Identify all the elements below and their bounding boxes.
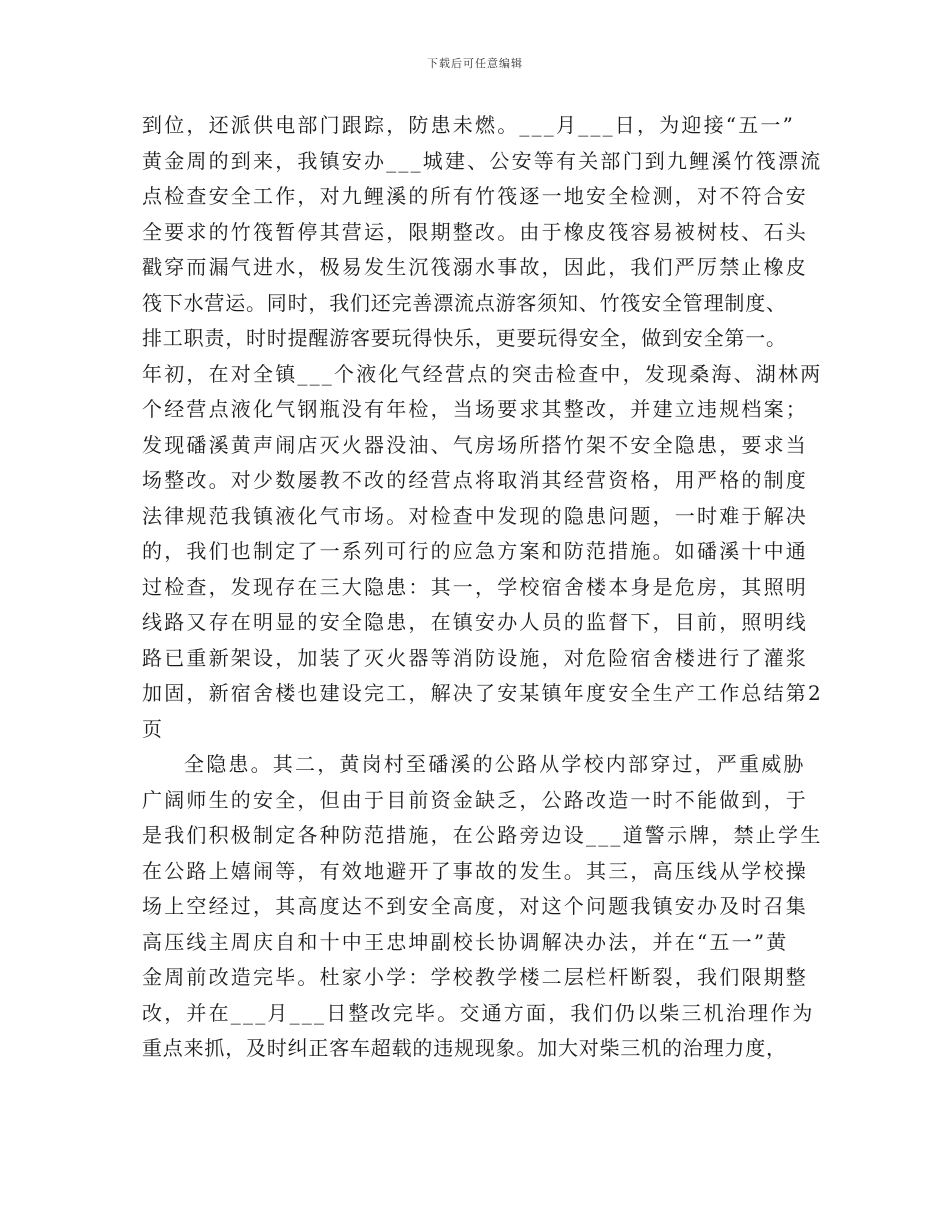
text-line: 过检查，发现存在三大隐患：其一，学校宿舍楼本身是危房，其照明	[142, 574, 808, 599]
text-line: 路已重新架设，加装了灭火器等消防设施，对危险宿舍楼进行了灌浆	[142, 645, 808, 670]
text-line: 线路又存在明显的安全隐患，在镇安办人员的监督下，目前，照明线	[142, 610, 808, 634]
text-line: 年初，在对全镇___个液化气经营点的突击检查中，发现桑海、湖林两	[142, 361, 823, 386]
text-line: 金周前改造完毕。杜家小学：学校教学楼二层栏杆断裂，我们限期整	[142, 965, 808, 989]
text-line: 场上空经过，其高度达不到安全高度，对这个问题我镇安办及时召集	[142, 894, 808, 918]
text-line: 全要求的竹筏暂停其营运，限期整改。由于橡皮筏容易被树枝、石头	[142, 219, 808, 244]
text-line: 排工职责，时时提醒游客要玩得快乐，更要玩得安全，做到安全第一。	[142, 326, 787, 350]
document-body	[142, 108, 822, 1067]
text-line: 到位，还派供电部门跟踪，防患未燃。___月___日，为迎接“五一”	[142, 113, 796, 137]
text-line: 点检查安全工作，对九鲤溪的所有竹筏逐一地安全检测，对不符合安	[142, 184, 808, 208]
text-line: 黄金周的到来，我镇安办___城建、公安等有关部门到九鲤溪竹筏漂流	[142, 148, 823, 173]
text-line: 改，并在___月___日整改完毕。交通方面，我们仍以柴三机治理作为	[142, 1000, 815, 1025]
text-line: 重点来抓，及时纠正客车超载的违规现象。加大对柴三机的治理力度，	[142, 1036, 787, 1060]
text-line: 个经营点液化气钢瓶没有年检，当场要求其整改，并建立违规档案；	[142, 397, 808, 421]
paragraph-first-line: 全隐患。其二，黄岗村至磻溪的公路从学校内部穿过，严重威胁	[184, 752, 806, 776]
text-line: 广阔师生的安全，但由于目前资金缺乏，公路改造一时不能做到，于	[142, 787, 808, 812]
text-line: 在公路上嬉闹等，有效地避开了事故的发生。其三，高压线从学校操	[142, 858, 808, 883]
text-line: 场整改。对少数屡教不改的经营点将取消其经营资格，用严格的制度	[142, 468, 808, 492]
text-line: 法律规范我镇液化气市场。对检查中发现的隐患问题，一时难于解决	[142, 503, 808, 528]
text-line: 发现磻溪黄声闹店灭火器没油、气房场所搭竹架不安全隐患，要求当	[142, 432, 808, 457]
text-line: 高压线主周庆自和十中王忠坤副校长协调解决办法，并在“五一”黄	[142, 929, 789, 954]
text-line: 加固，新宿舍楼也建设完工，解决了安某镇年度安全生产工作总结第2	[142, 681, 823, 705]
text-line: 戳穿而漏气进水，极易发生沉筏溺水事故，因此，我们严厉禁止橡皮	[142, 255, 808, 279]
text-line: 页	[142, 716, 165, 741]
download-note: 下载后可任意编辑	[427, 57, 523, 70]
text-line: 的，我们也制定了一系列可行的应急方案和防范措施。如磻溪十中通	[142, 539, 808, 563]
text-line: 是我们积极制定各种防范措施，在公路旁边设___道警示牌，禁止学生	[142, 823, 823, 847]
text-line: 筏下水营运。同时，我们还完善漂流点游客须知、竹筏安全管理制度、	[142, 290, 787, 315]
